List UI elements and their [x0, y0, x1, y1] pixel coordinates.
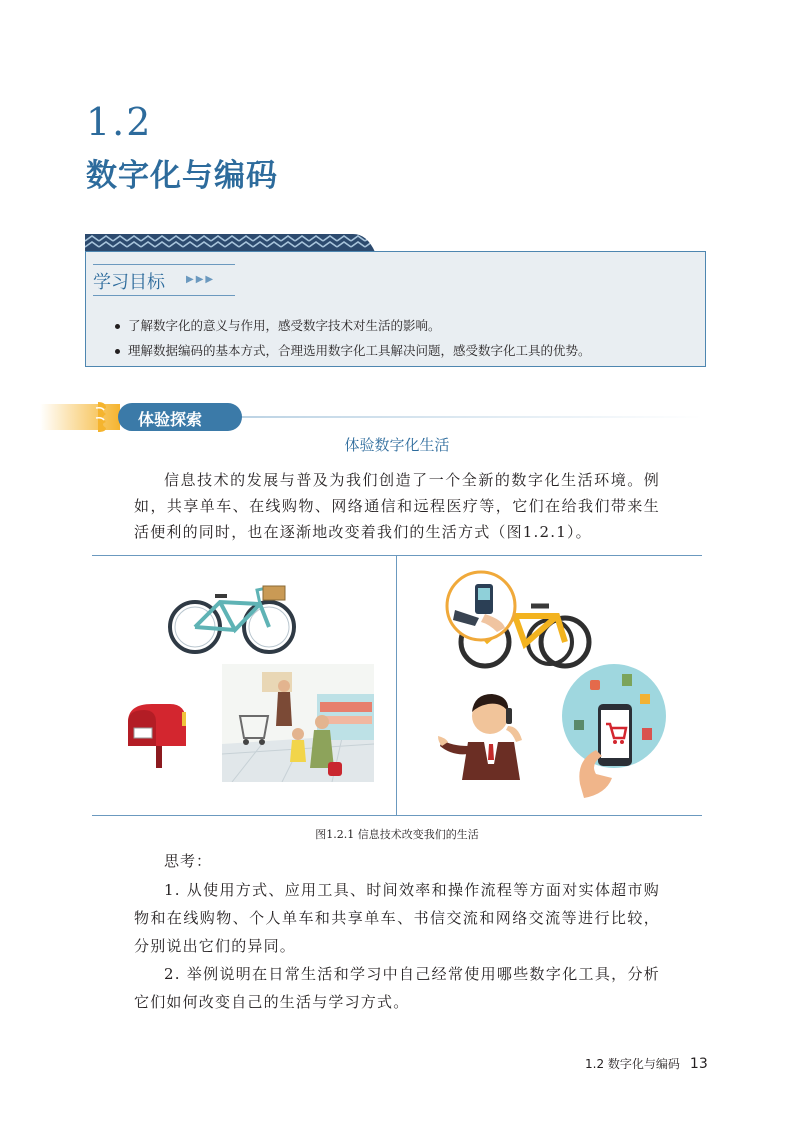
footer-chapter: 1.2 数字化与编码 [585, 1057, 680, 1071]
goal-item: 了解数字化的意义与作用，感受数字技术对生活的影响。 [115, 316, 441, 334]
think-heading: 思考： [164, 852, 213, 870]
bullet-icon [115, 349, 120, 354]
section-title: 数字化与编码 [86, 158, 278, 194]
goal-rule-bottom [93, 295, 235, 296]
intro-paragraph: 信息技术的发展与普及为我们创造了一个全新的数字化生活环境。例如，共享单车、在线购物、网络通信和远程医疗等，它们在给我们带来生活便利的同时，也在逐渐地改变着我们的生活方式（图1.2.1）。 [134, 471, 660, 541]
goal-item: 理解数据编码的基本方式，合理选用数字化工具解决问题，感受数字化工具的优势。 [115, 341, 591, 359]
explore-divider [240, 416, 702, 418]
mobile-shopping-illustration [560, 664, 670, 804]
bicycle-illustration [165, 582, 300, 657]
mailbox-illustration [122, 700, 192, 770]
goal-header-band [85, 234, 375, 252]
figure-bottom-rule [92, 815, 702, 816]
explore-tab-label: 体验探索 [138, 410, 203, 429]
businessman-phone-illustration [438, 680, 538, 780]
bullet-icon [115, 324, 120, 329]
page-number: 13 [689, 1056, 708, 1072]
think-item: 1. 从使用方式、应用工具、时间效率和操作流程等方面对实体超市购物和在线购物、个人单车和共享单车、书信交流和网络交流等进行比较，分别说出它们的异同。 [134, 881, 660, 955]
figure-divider [396, 556, 397, 815]
think-item: 2. 举例说明在日常生活和学习中自己经常使用哪些数字化工具，分析它们如何改变自己的生活与学习方式。 [134, 965, 660, 1011]
learning-goals-heading: 学习目标 [93, 272, 165, 293]
brain-wave-icon [88, 398, 124, 434]
goal-arrows-icon: ▶▶▶ [186, 274, 216, 285]
supermarket-illustration [222, 664, 374, 782]
shared-bike-illustration [445, 570, 595, 670]
figure-top-rule [92, 555, 702, 556]
goal-rule-top [93, 264, 235, 265]
figure-caption: 图1.2.1 信息技术改变我们的生活 [315, 828, 479, 841]
page-footer [585, 1055, 708, 1072]
activity-subtitle: 体验数字化生活 [344, 436, 450, 454]
section-number: 1.2 [86, 100, 153, 144]
